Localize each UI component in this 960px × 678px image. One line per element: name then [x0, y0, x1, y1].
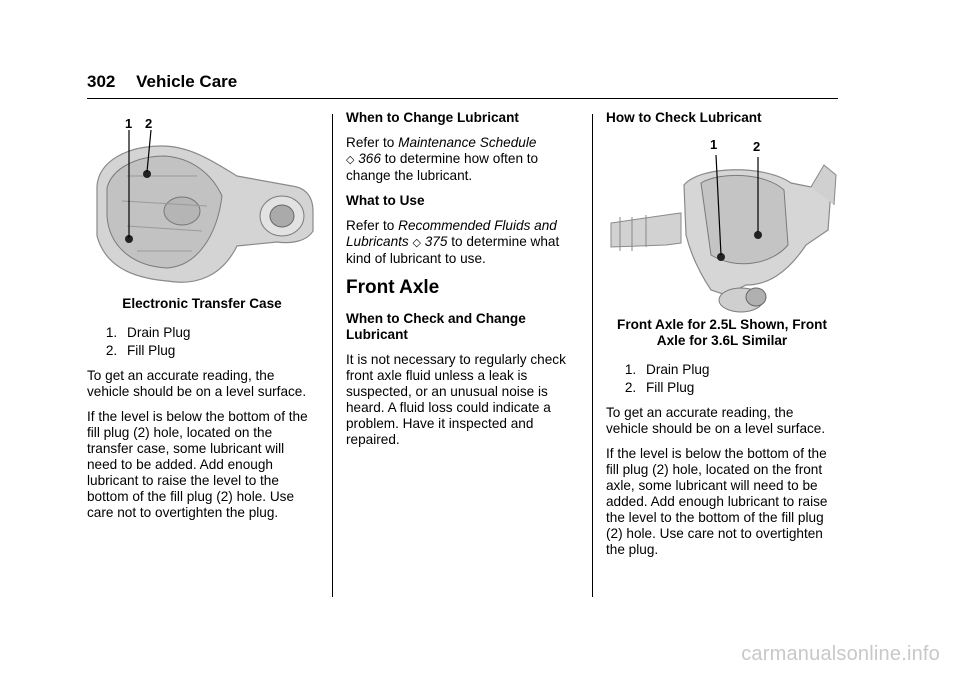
text: Refer to [346, 135, 399, 150]
paragraph: If the level is below the bottom of the fill plug (2) hole, located on the transfer case, some lubricant will need to be added. Add enough lubricant to raise the level to the bottom of the fill plug (2) hole. Use care not to overtighten the plug. [87, 409, 308, 520]
callout-1: 1 [710, 137, 718, 152]
page-reference-icon: ◇ [346, 154, 355, 166]
text: to determine how often to change the lubricant. [346, 151, 539, 183]
header-rule [87, 98, 838, 99]
page-number: 302 [87, 72, 116, 91]
paragraph: It is not necessary to regularly check front axle fluid unless a leak is suspected, or an unusual noise is heard. A fluid loss could indicate a problem. Have it inspected and repaired. [346, 352, 566, 447]
page-reference-icon: ◇ [412, 237, 421, 249]
list-item: 2. Fill Plug [640, 380, 838, 396]
parts-list [606, 362, 838, 396]
list-item: 2. Fill Plug [121, 343, 317, 359]
right-column [606, 110, 838, 567]
reference-link[interactable]: Maintenance Schedule [398, 135, 537, 150]
page-reference[interactable]: 375 [424, 234, 448, 249]
heading-when-to-check: When to Check and Change Lubricant [346, 311, 526, 342]
list-item: 1. Drain Plug [121, 325, 317, 341]
section-title: Vehicle Care [136, 72, 238, 91]
list-item: 1. Drain Plug [640, 362, 838, 378]
parts-list [87, 325, 317, 359]
text: Refer to [346, 218, 399, 233]
callout-2: 2 [753, 139, 761, 154]
front-axle-figure [606, 135, 838, 317]
section-heading-front-axle: Front Axle [346, 277, 440, 298]
column-divider-left [332, 114, 333, 597]
middle-column [346, 110, 578, 457]
transfer-case-figure [87, 116, 317, 296]
paragraph: To get an accurate reading, the vehicle should be on a level surface. [606, 405, 826, 436]
callout-2: 2 [145, 116, 153, 131]
text: to determine what kind of lubricant to use. [346, 234, 560, 266]
watermark: carmanualsonline.info [741, 643, 940, 665]
figure-caption: Front Axle for 2.5L Shown, Front Axle for 3.6L Similar [617, 317, 827, 348]
reference-link[interactable]: Recommended Fluids and Lubricants [346, 218, 557, 249]
figure-caption: Electronic Transfer Case [122, 296, 282, 311]
page-header [87, 72, 237, 92]
heading-how-to-check: How to Check Lubricant [606, 110, 762, 125]
page-reference[interactable]: 366 [358, 151, 381, 166]
front-axle-illustration [606, 135, 838, 317]
left-column [87, 116, 317, 530]
paragraph [346, 218, 578, 267]
heading-when-to-change: When to Change Lubricant [346, 110, 519, 125]
callout-1: 1 [125, 116, 133, 131]
paragraph: If the level is below the bottom of the fill plug (2) hole, located on the front axle, some lubricant will need to be added. Add enough lubricant to raise the level to the bottom of the fill plug (2) hole. Use care not to overtighten the plug. [606, 446, 828, 557]
transfer-case-illustration [87, 116, 317, 296]
paragraph: To get an accurate reading, the vehicle should be on a level surface. [87, 368, 307, 399]
paragraph [346, 135, 578, 184]
heading-what-to-use: What to Use [346, 193, 425, 208]
column-divider-right [592, 114, 593, 597]
